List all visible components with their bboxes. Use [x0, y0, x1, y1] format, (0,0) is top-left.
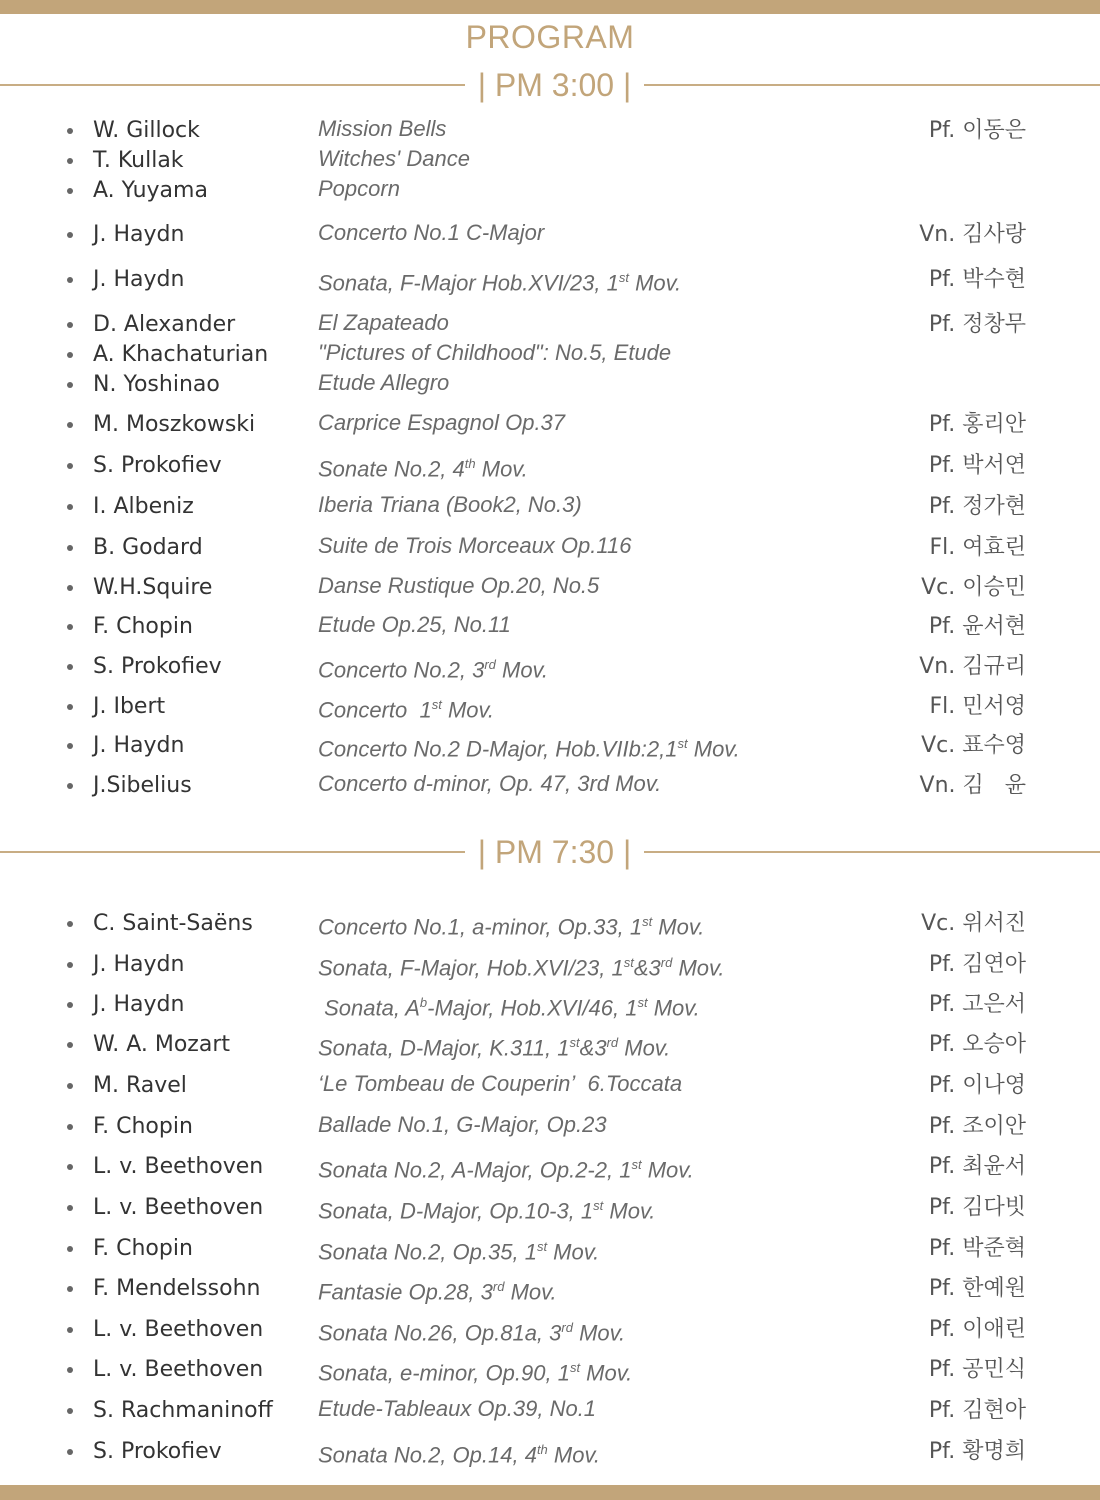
- composer-name: L. v. Beethoven: [93, 1357, 264, 1382]
- program-row: [0, 772, 1100, 802]
- bullet-icon: [67, 1124, 73, 1130]
- work-title: Iberia Triana (Book2, No.3): [318, 492, 582, 517]
- work-title: Sonata No.26, Op.81a, 3rd Mov.: [318, 1320, 626, 1346]
- performer-name: Pf. 김다빗: [928, 1195, 1026, 1220]
- work-title: ‘Le Tombeau de Couperin’ 6.Toccata: [318, 1071, 683, 1096]
- divider-line-left: [0, 851, 465, 853]
- bullet-icon: [67, 1164, 73, 1170]
- performer-name: Pf. 박준혁: [928, 1236, 1026, 1261]
- bullet-icon: [67, 1205, 73, 1211]
- session-divider-2: [0, 832, 1100, 872]
- work-title: Suite de Trois Morceaux Op.116: [318, 533, 632, 558]
- bullet-icon: [67, 783, 73, 789]
- work-title: Concerto 1st Mov.: [318, 697, 495, 723]
- bullet-icon: [67, 921, 73, 927]
- performer-name: Pf. 고은서: [928, 992, 1026, 1017]
- work-title: Sonata No.2, Op.14, 4th Mov.: [318, 1442, 600, 1468]
- performer-name: Pf. 홍리안: [928, 412, 1026, 437]
- divider-line-left: [0, 84, 465, 86]
- program-row: [0, 1153, 1100, 1183]
- composer-name: J. Haydn: [93, 733, 185, 758]
- work-title: Sonata, F-Major Hob.XVI/23, 1st Mov.: [318, 270, 682, 296]
- performer-name: Vn. 김 윤: [919, 773, 1026, 798]
- composer-name: W. Gillock: [93, 118, 200, 143]
- performer-name: Pf. 공민식: [928, 1357, 1026, 1382]
- bullet-icon: [67, 232, 73, 238]
- program-row: [0, 574, 1100, 604]
- program-row: [0, 221, 1100, 251]
- performer-name: Vn. 김규리: [919, 654, 1026, 679]
- program-row: [0, 1235, 1100, 1265]
- composer-name: F. Chopin: [93, 1114, 193, 1139]
- bullet-icon: [67, 962, 73, 968]
- program-row: [0, 1113, 1100, 1143]
- composer-name: N. Yoshinao: [93, 372, 220, 397]
- work-title: Sonata, e-minor, Op.90, 1st Mov.: [318, 1360, 633, 1386]
- performer-name: Pf. 한예원: [928, 1276, 1026, 1301]
- program-row: [0, 1072, 1100, 1102]
- work-title: Sonata No.2, Op.35, 1st Mov.: [318, 1239, 600, 1265]
- work-title: Concerto No.1 C-Major: [318, 220, 545, 245]
- work-title: Etude Allegro: [318, 370, 450, 395]
- composer-name: W.H.Squire: [93, 575, 213, 600]
- performer-name: Pf. 황명희: [928, 1439, 1026, 1464]
- composer-name: D. Alexander: [93, 312, 236, 337]
- bullet-icon: [67, 504, 73, 510]
- composer-name: M. Moszkowski: [93, 412, 256, 437]
- composer-name: W. A. Mozart: [93, 1032, 231, 1057]
- composer-name: A. Yuyama: [93, 178, 208, 203]
- work-title: Sonate No.2, 4th Mov.: [318, 456, 528, 482]
- work-title: Etude Op.25, No.11: [318, 612, 511, 637]
- bullet-icon: [67, 158, 73, 164]
- composer-name: L. v. Beethoven: [93, 1195, 264, 1220]
- work-title: "Pictures of Childhood": No.5, Etude: [318, 340, 672, 365]
- performer-name: Vc. 위서진: [921, 911, 1026, 936]
- page-title: PROGRAM: [465, 19, 635, 55]
- session-divider-1: [0, 65, 1100, 105]
- bullet-icon: [67, 277, 73, 283]
- work-title: Sonata, D-Major, K.311, 1st&3rd Mov.: [318, 1035, 671, 1061]
- bullet-icon: [67, 704, 73, 710]
- performer-name: Pf. 박수현: [928, 267, 1026, 292]
- program-row: [0, 1275, 1100, 1305]
- work-title: Etude-Tableaux Op.39, No.1: [318, 1396, 597, 1421]
- program-row: [0, 910, 1100, 940]
- composer-name: I. Albeniz: [93, 494, 194, 519]
- program-row: [0, 693, 1100, 723]
- work-title: Danse Rustique Op.20, No.5: [318, 573, 600, 598]
- performer-name: Pf. 정가현: [928, 494, 1026, 519]
- program-row: [0, 147, 1100, 177]
- performer-name: Pf. 윤서현: [928, 614, 1026, 639]
- bullet-icon: [67, 1449, 73, 1455]
- bullet-icon: [67, 1286, 73, 1292]
- work-title: Concerto No.2, 3rd Mov.: [318, 657, 549, 683]
- program-row: [0, 951, 1100, 981]
- session-time: | PM 3:00 |: [477, 67, 632, 103]
- bottom-border-bar: [0, 1485, 1100, 1500]
- bullet-icon: [67, 128, 73, 134]
- bullet-icon: [67, 624, 73, 630]
- performer-name: Pf. 박서연: [928, 453, 1026, 478]
- bullet-icon: [67, 352, 73, 358]
- composer-name: A. Khachaturian: [93, 342, 269, 367]
- performer-name: Pf. 이애린: [928, 1317, 1026, 1342]
- work-title: Concerto No.1, a-minor, Op.33, 1st Mov.: [318, 914, 705, 940]
- bullet-icon: [67, 1367, 73, 1373]
- performer-name: Vc. 이승민: [921, 575, 1026, 600]
- program-row: [0, 653, 1100, 683]
- performer-name: Pf. 오승아: [928, 1032, 1026, 1057]
- bullet-icon: [67, 382, 73, 388]
- bullet-icon: [67, 743, 73, 749]
- composer-name: S. Rachmaninoff: [93, 1398, 273, 1423]
- program-row: [0, 1438, 1100, 1468]
- work-title: Carprice Espagnol Op.37: [318, 410, 566, 435]
- composer-name: F. Mendelssohn: [93, 1276, 261, 1301]
- bullet-icon: [67, 545, 73, 551]
- performer-name: Pf. 조이안: [928, 1114, 1026, 1139]
- bullet-icon: [67, 585, 73, 591]
- bullet-icon: [67, 422, 73, 428]
- bullet-icon: [67, 1408, 73, 1414]
- performer-name: Pf. 김연아: [928, 952, 1026, 977]
- program-row: [0, 991, 1100, 1021]
- bullet-icon: [67, 1002, 73, 1008]
- composer-name: J. Ibert: [93, 694, 166, 719]
- performer-name: Pf. 이동은: [928, 118, 1026, 143]
- performer-name: Pf. 이나영: [928, 1073, 1026, 1098]
- composer-name: J. Haydn: [93, 992, 185, 1017]
- composer-name: J. Haydn: [93, 952, 185, 977]
- divider-line-right: [644, 851, 1100, 853]
- composer-name: S. Prokofiev: [93, 654, 222, 679]
- program-row: [0, 452, 1100, 482]
- program-row: [0, 117, 1100, 147]
- composer-name: L. v. Beethoven: [93, 1317, 264, 1342]
- program-row: [0, 493, 1100, 523]
- session-time: | PM 7:30 |: [477, 834, 632, 870]
- work-title: Witches' Dance: [318, 146, 470, 171]
- program-row: [0, 1397, 1100, 1427]
- composer-name: J. Haydn: [93, 222, 185, 247]
- bullet-icon: [67, 463, 73, 469]
- composer-name: T. Kullak: [93, 148, 184, 173]
- bullet-icon: [67, 188, 73, 194]
- work-title: Fantasie Op.28, 3rd Mov.: [318, 1279, 557, 1305]
- divider-line-right: [644, 84, 1100, 86]
- work-title: Concerto No.2 D-Major, Hob.VIIb:2,1st Mov.: [318, 736, 740, 762]
- performer-name: Pf. 김현아: [928, 1398, 1026, 1423]
- work-title: Mission Bells: [318, 116, 447, 141]
- work-title: Sonata, $A^b$-Major, Hob.XVI/46, 1st Mov.: [318, 995, 700, 1021]
- work-title: Popcorn: [318, 176, 400, 201]
- bullet-icon: [67, 1083, 73, 1089]
- work-title: Ballade No.1, G-Major, Op.23: [318, 1112, 607, 1137]
- bullet-icon: [67, 1042, 73, 1048]
- program-row: [0, 341, 1100, 371]
- program-row: [0, 534, 1100, 564]
- work-title: Concerto d-minor, Op. 47, 3rd Mov.: [318, 771, 662, 796]
- performer-name: Pf. 정창무: [928, 312, 1026, 337]
- performer-name: Fl. 여효린: [929, 535, 1026, 560]
- program-row: [0, 732, 1100, 762]
- composer-name: F. Chopin: [93, 614, 193, 639]
- program-row: [0, 1316, 1100, 1346]
- program-row: [0, 411, 1100, 441]
- performer-name: Pf. 최윤서: [928, 1154, 1026, 1179]
- composer-name: B. Godard: [93, 535, 203, 560]
- composer-name: F. Chopin: [93, 1236, 193, 1261]
- composer-name: L. v. Beethoven: [93, 1154, 264, 1179]
- bullet-icon: [67, 1246, 73, 1252]
- work-title: El Zapateado: [318, 310, 449, 335]
- program-row: [0, 613, 1100, 643]
- work-title: Sonata No.2, A-Major, Op.2-2, 1st Mov.: [318, 1157, 694, 1183]
- program-row: [0, 1356, 1100, 1386]
- performer-name: Vc. 표수영: [921, 733, 1026, 758]
- performer-name: Fl. 민서영: [929, 694, 1026, 719]
- program-row: [0, 311, 1100, 341]
- composer-name: C. Saint-Saëns: [93, 911, 253, 936]
- composer-name: J. Haydn: [93, 267, 185, 292]
- program-row: [0, 1194, 1100, 1224]
- program-row: [0, 266, 1100, 296]
- bullet-icon: [67, 1327, 73, 1333]
- program-row: [0, 1031, 1100, 1061]
- performer-name: Vn. 김사랑: [919, 222, 1026, 247]
- composer-name: S. Prokofiev: [93, 1439, 222, 1464]
- work-title: Sonata, F-Major, Hob.XVI/23, 1st&3rd Mov.: [318, 955, 725, 981]
- composer-name: J.Sibelius: [93, 773, 192, 798]
- program-row: [0, 371, 1100, 401]
- top-border-bar: [0, 0, 1100, 14]
- program-row: [0, 177, 1100, 207]
- composer-name: M. Ravel: [93, 1073, 187, 1098]
- work-title: Sonata, D-Major, Op.10-3, 1st Mov.: [318, 1198, 656, 1224]
- composer-name: S. Prokofiev: [93, 453, 222, 478]
- bullet-icon: [67, 322, 73, 328]
- bullet-icon: [67, 664, 73, 670]
